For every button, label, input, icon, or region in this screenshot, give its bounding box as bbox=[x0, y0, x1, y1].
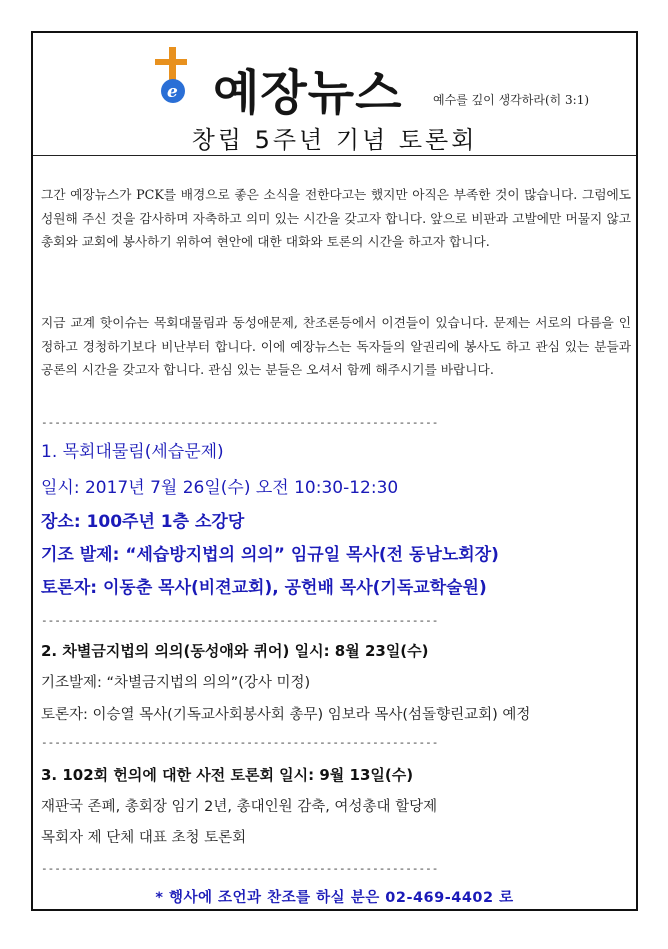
session2-title: 2. 차별금지법의 의의(동성애와 퀴어) 일시: 8월 23일(수) bbox=[41, 642, 429, 660]
intro-paragraph-1: 그간 예장뉴스가 PCK를 배경으로 좋은 소식을 전한다고는 했지만 아직은 부족한 것이 많습니다. 그럼에도 성원해 주신 것을 감사하며 자축하고 의미 있는 시간을 갖고자 합니다. 앞으로 비판과 고발에만 머물지 않고 총회와 교회에 봉사하기 위하여 현안에 대한 대화와 토론의 시간을 하고자 합니다. bbox=[41, 187, 631, 249]
contact-note: * 행사에 조언과 찬조를 하실 분은 02-469-4402 로 bbox=[155, 890, 514, 906]
event-title: 창립 5주년 기념 토론회 bbox=[191, 126, 478, 154]
session1-place: 장소: 100주년 1층 소강당 bbox=[41, 512, 245, 532]
session3-line1: 재판국 존폐, 총회장 임기 2년, 총대인원 감축, 여성총대 할당제 bbox=[41, 799, 438, 815]
divider: ------------------------------------------------------------ bbox=[41, 614, 439, 627]
svg-text:e: e bbox=[167, 82, 178, 102]
session1-title: 1. 목회대물림(세습문제) bbox=[41, 442, 224, 462]
motto: 예수를 깊이 생각하라(히 3:1) bbox=[433, 93, 590, 107]
masthead bbox=[33, 33, 636, 156]
session1-keynote: 기조 발제: “세습방지법의 의의” 임규일 목사(전 동남노회장) bbox=[41, 545, 499, 565]
divider: ------------------------------------------------------------ bbox=[41, 862, 439, 875]
session2-panel: 토론자: 이승열 목사(기독교사회봉사회 총무) 임보라 목사(섬돌향린교회) 예정 bbox=[41, 707, 531, 723]
session1-panel: 토론자: 이동춘 목사(비젼교회), 공헌배 목사(기독교학술원) bbox=[41, 578, 487, 598]
intro-paragraph-2: 지금 교계 핫이슈는 목회대물림과 동성애문제, 찬조론등에서 이견들이 있습니다. 문제는 서로의 다름을 인정하고 경청하기보다 비난부터 합니다. 이에 예장뉴스는 독자들의 알권리에 봉사도 하고 관심 있는 분들과 공론의 시간을 갖고자 합니다. 관심 있는 분들은 오셔서 함께 해주시기를 바랍니다. bbox=[41, 315, 631, 377]
divider: ------------------------------------------------------------ bbox=[41, 416, 439, 429]
session3-title: 3. 102회 헌의에 대한 사전 토론회 일시: 9월 13일(수) bbox=[41, 766, 414, 784]
divider: ------------------------------------------------------------ bbox=[41, 736, 439, 749]
session1-date: 일시: 2017년 7월 26일(수) 오전 10:30-12:30 bbox=[41, 478, 399, 498]
session2-keynote: 기조발제: “차별금지법의 의의”(강사 미정) bbox=[41, 675, 311, 691]
brand-name: 예장뉴스 bbox=[213, 65, 403, 121]
cross-globe-logo-icon bbox=[141, 47, 211, 107]
session3-line2: 목회자 제 단체 대표 초청 토론회 bbox=[41, 830, 247, 846]
newsletter-frame bbox=[31, 31, 638, 911]
